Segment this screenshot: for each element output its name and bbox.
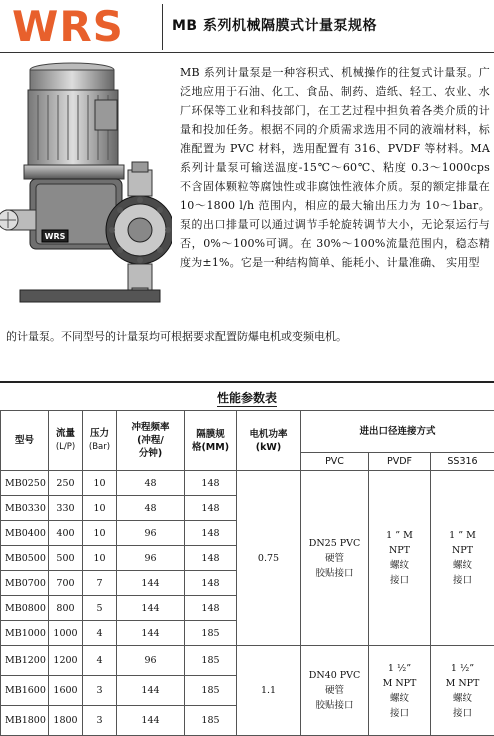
wrs-logo (8, 6, 156, 46)
col-header-power: 电机功率 (kW) (237, 411, 301, 471)
pump-label: WRS (45, 232, 66, 241)
header-rule (0, 52, 494, 53)
table-row: MB0500 500 10 96 148 (1, 546, 494, 571)
table-row: MB1200 1200 4 96 185 1.1 DN40 PVC 硬管 胶贴接口 1 ½” M NPT 螺纹 接口 1 ½” M NPT 螺纹 接口 (1, 646, 494, 676)
col-header-model: 型号 (1, 411, 49, 471)
col-header-ss316: SS316 (431, 453, 494, 471)
col-header-flow: 流量 (L/P) (49, 411, 83, 471)
page-title: MB 系列机械隔膜式计量泵规格 (172, 15, 377, 35)
section-divider (0, 381, 494, 383)
col-header-pvc: PVC (301, 453, 369, 471)
table-row: MB0700 700 7 144 148 (1, 571, 494, 596)
table-row: MB1600 1600 3 144 185 (1, 676, 494, 706)
ss316-connection-group-2: 1 ½” M NPT 螺纹 接口 (431, 646, 494, 736)
header-row-1 (1, 411, 494, 453)
table-row: MB0250 250 10 48 148 0.75 DN25 PVC 硬管 胶贴接口 1 ” M NPT 螺纹 接口 1 ” M NPT 螺纹 接口 (1, 471, 494, 496)
col-header-connection: 进出口径连接方式 (301, 411, 494, 453)
intro-paragraph-tail: 的计量泵。不同型号的计量泵均可根据要求配置防爆电机或变频电机。 (6, 327, 490, 346)
table-title-text: 性能参数表 (217, 391, 277, 407)
col-header-pvdf: PVDF (369, 453, 431, 471)
pvdf-connection-group-2: 1 ½” M NPT 螺纹 接口 (369, 646, 431, 736)
page-header (0, 0, 494, 50)
table-row: MB1800 1800 3 144 185 (1, 706, 494, 736)
pvdf-connection-group-1: 1 ” M NPT 螺纹 接口 (369, 471, 431, 646)
table-row: MB0800 800 5 144 148 (1, 596, 494, 621)
performance-table (0, 410, 494, 736)
logo-text: WRS (12, 3, 124, 51)
ss316-connection-group-1: 1 ” M NPT 螺纹 接口 (431, 471, 494, 646)
intro-paragraph: MB 系列计量泵是一种容积式、机械操作的往复式计量泵。广泛地应用于石油、化工、食品、制药、造纸、轻工、农业、水厂环保等工业和科技部门，在工艺过程中担负着各类介质的计量和投加任务。根据不同的介质需求选用不同的液端材料，标准配置为 PVC 材料，选用配置有 316、PVDF 等材料。MA 系列计量泵可输送温度-15℃～60℃、粘度 0.3～1000cps 不含固体颗粒等腐蚀性或非腐蚀性液体介质。泵的额定排量在 10～1800 l/h 范围内，相应的最大输出压力为 10～1bar。泵的出口排量可以通过调节手轮旋转调节大小，无论泵运行与否，0%～100%可调。在 30%～100%流量范围内，稳态精度为±1%。它是一种结构简单、能耗小、计量准确、 实用型 (180, 63, 490, 272)
col-header-pressure: 压力 (Bar) (83, 411, 117, 471)
power-group-2: 1.1 (237, 646, 301, 736)
pump-image (0, 60, 172, 320)
col-header-stroke: 冲程频率 (冲程/ 分钟) (117, 411, 185, 471)
table-title (0, 389, 494, 406)
col-header-diaphragm: 隔膜规 格(MM) (185, 411, 237, 471)
pvc-connection-group-2: DN40 PVC 硬管 胶贴接口 (301, 646, 369, 736)
table-row: MB1000 1000 4 144 185 (1, 621, 494, 646)
power-group-1: 0.75 (237, 471, 301, 646)
table-row: MB0330 330 10 48 148 (1, 496, 494, 521)
table-row: MB0400 400 10 96 148 (1, 521, 494, 546)
header-divider (162, 4, 163, 50)
pvc-connection-group-1: DN25 PVC 硬管 胶贴接口 (301, 471, 369, 646)
